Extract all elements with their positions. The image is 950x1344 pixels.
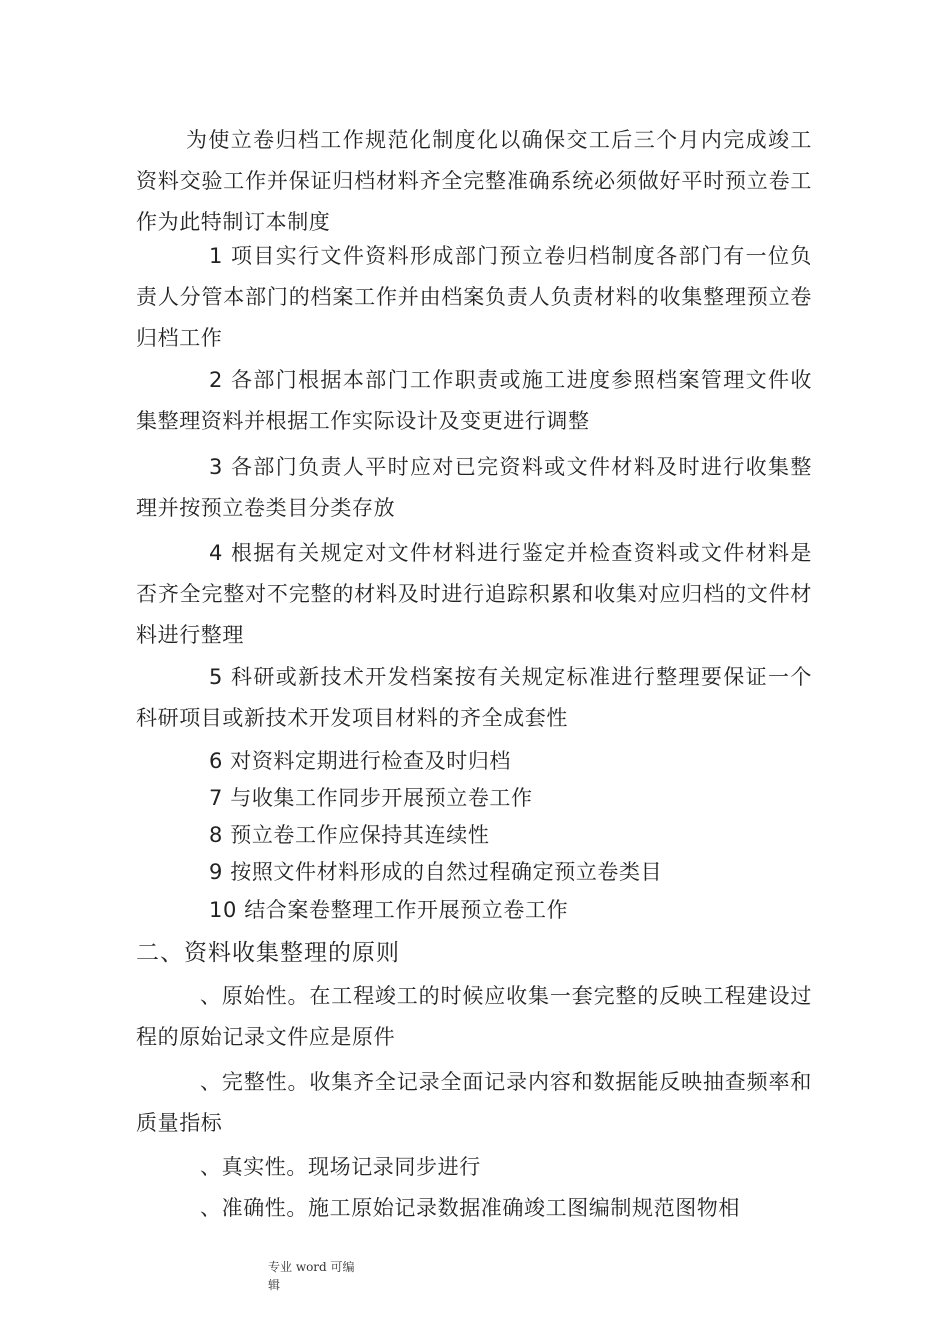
rule-7: 7 与收集工作同步开展预立卷工作 bbox=[209, 786, 533, 810]
principle-authenticity: 、真实性。现场记录同步进行 bbox=[200, 1155, 481, 1179]
intro-paragraph: 为使立卷归档工作规范化制度化以确保交工后三个月内完成竣工资料交验工作并保证归档材料齐全完整准确系统必须做好平时预立卷工作为此特制订本制度 bbox=[136, 128, 812, 234]
footer-note: 专业 word 可编辑 bbox=[268, 1260, 355, 1292]
rule-10: 10 结合案卷整理工作开展预立卷工作 bbox=[209, 898, 569, 922]
rule-2: 2 各部门根据本部门工作职责或施工进度参照档案管理文件收集整理资料并根据工作实际设计及变更进行调整 bbox=[136, 368, 812, 433]
rule-1: 1 项目实行文件资料形成部门预立卷归档制度各部门有一位负责人分管本部门的档案工作并由档案负责人负责材料的收集整理预立卷归档工作 bbox=[136, 244, 812, 350]
rule-9: 9 按照文件材料形成的自然过程确定预立卷类目 bbox=[209, 860, 663, 884]
rule-3: 3 各部门负责人平时应对已完资料或文件材料及时进行收集整理并按预立卷类目分类存放 bbox=[136, 455, 812, 520]
section-heading: 二、资料收集整理的原则 bbox=[136, 940, 400, 966]
principle-accuracy: 、准确性。施工原始记录数据准确竣工图编制规范图物相 bbox=[200, 1196, 740, 1220]
principle-originality: 、原始性。在工程竣工的时候应收集一套完整的反映工程建设过程的原始记录文件应是原件 bbox=[136, 984, 812, 1049]
rule-8: 8 预立卷工作应保持其连续性 bbox=[209, 823, 490, 847]
rule-6: 6 对资料定期进行检查及时归档 bbox=[209, 749, 512, 773]
principle-completeness: 、完整性。收集齐全记录全面记录内容和数据能反映抽查频率和质量指标 bbox=[136, 1070, 812, 1135]
rule-4: 4 根据有关规定对文件材料进行鉴定并检查资料或文件材料是否齐全完整对不完整的材料及时进行追踪积累和收集对应归档的文件材料进行整理 bbox=[136, 541, 812, 647]
rule-5: 5 科研或新技术开发档案按有关规定标准进行整理要保证一个科研项目或新技术开发项目材料的齐全成套性 bbox=[136, 665, 812, 730]
